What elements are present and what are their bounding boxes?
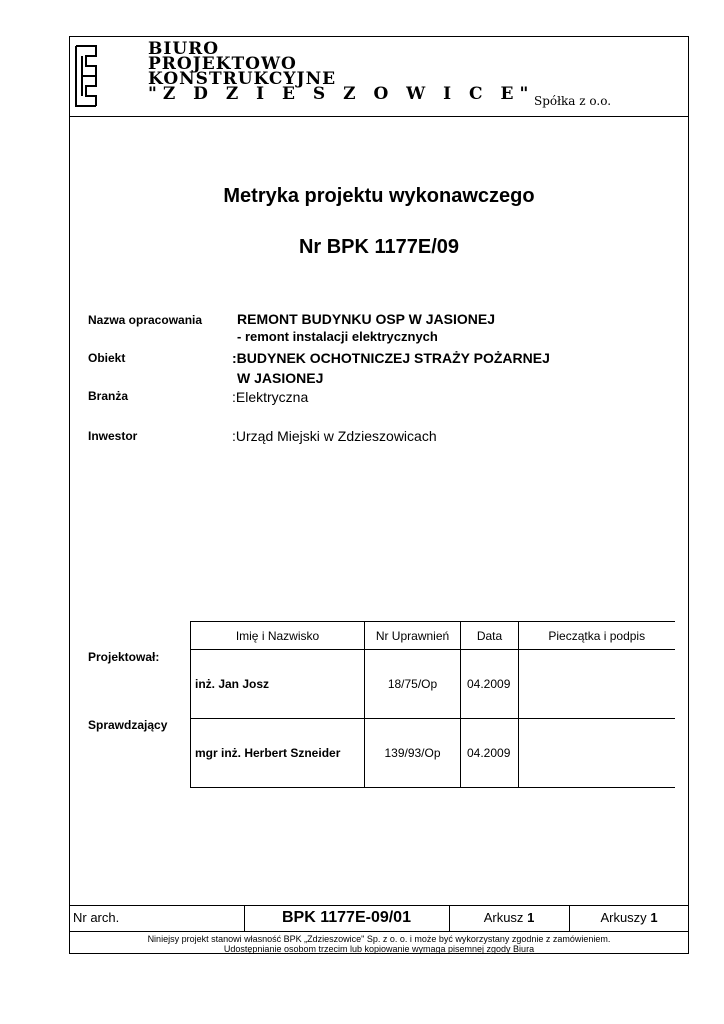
company-suffix: Spółka z o.o.	[534, 94, 612, 108]
footer-arkusz	[449, 905, 569, 931]
signature-header-row	[191, 622, 675, 650]
col-header-licence: Nr Uprawnień	[365, 622, 461, 650]
footer-arkuszy-value: 1	[650, 910, 658, 925]
company-line-3: KONSTRUKCYJNE	[148, 69, 337, 89]
branza-value: :Elektryczna	[232, 389, 309, 405]
footer-note-2: Udostępnianie osobom trzecim lub kopiowanie wymaga pisemnej zgody Biura	[223, 944, 535, 954]
table-row	[191, 650, 675, 719]
footer-nr-arch: Nr arch.	[73, 910, 120, 925]
bpk-logo-icon	[74, 42, 100, 110]
company-name	[148, 39, 535, 104]
inwestor-label: Inwestor	[88, 429, 138, 443]
reviewer-licence: 139/93/Op	[365, 719, 461, 788]
col-header-stamp: Pieczątka i podpis	[519, 622, 675, 650]
footer-arkusz-value: 1	[527, 910, 535, 925]
designer-date: 04.2009	[461, 650, 519, 719]
designer-name: inż. Jan Josz	[191, 650, 365, 719]
footer-arkuszy	[569, 905, 689, 931]
obiekt-label: Obiekt	[88, 351, 126, 365]
branza-label: Branża	[88, 389, 129, 403]
table-row	[191, 719, 675, 788]
nazwa-value-1: REMONT BUDYNKU OSP W JASIONEJ	[237, 311, 495, 327]
col-header-date: Data	[461, 622, 519, 650]
footer-arkusz-label: Arkusz	[483, 910, 524, 925]
reviewer-name: mgr inż. Herbert Szneider	[191, 719, 365, 788]
footer-doc-number: BPK 1177E-09/01	[282, 909, 411, 926]
col-header-name: Imię i Nazwisko	[191, 622, 365, 650]
reviewer-date: 04.2009	[461, 719, 519, 788]
company-line-2: PROJEKTOWO	[148, 54, 297, 74]
designer-stamp	[519, 650, 675, 719]
document-number: Nr BPK 1177E/09	[298, 236, 460, 258]
company-line-4: "Z D Z I E S Z O W I C E"	[148, 84, 535, 104]
company-line-1: BIURO	[148, 39, 220, 59]
nazwa-value-2: - remont instalacji elektrycznych	[237, 329, 438, 344]
footer-arkuszy-label: Arkuszy	[600, 910, 647, 925]
document-title: Metryka projektu wykonawczego	[223, 185, 535, 207]
inwestor-value: :Urząd Miejski w Zdzieszowicach	[232, 428, 437, 444]
page-frame	[69, 36, 689, 954]
nazwa-label: Nazwa opracowania	[88, 313, 203, 327]
footer-divider-mid	[69, 931, 689, 932]
obiekt-value-2: W JASIONEJ	[237, 370, 324, 386]
footer-note-1: Niniejsy projekt stanowi własność BPK „Zdzieszowice" Sp. z o. o. i może być wykorzystany zgodnie z zamówieniem.	[147, 934, 611, 944]
role-sprawdzajacy: Sprawdzający	[88, 718, 168, 732]
signature-table	[190, 621, 675, 788]
header-divider	[69, 116, 689, 117]
obiekt-value-1: :BUDYNEK OCHOTNICZEJ STRAŻY POŻARNEJ	[232, 350, 550, 366]
designer-licence: 18/75/Op	[365, 650, 461, 719]
reviewer-stamp	[519, 719, 675, 788]
role-projektowal: Projektował:	[88, 650, 160, 664]
